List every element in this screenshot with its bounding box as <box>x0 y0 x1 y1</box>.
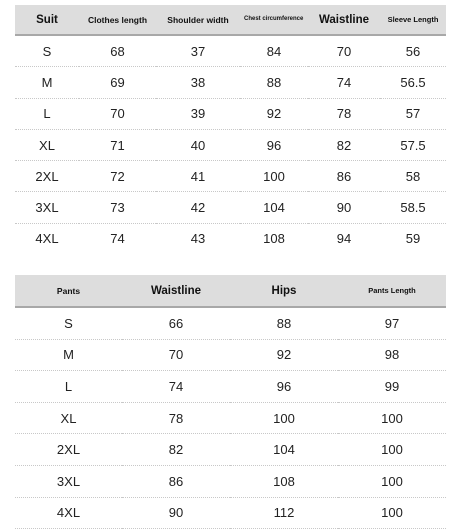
suit-cell: 41 <box>156 161 240 192</box>
suit-header-waistline: Waistline <box>308 5 380 35</box>
suit-header-shoulder-width: Shoulder width <box>156 5 240 35</box>
suit-cell: 73 <box>79 192 156 223</box>
pants-cell: 3XL <box>15 465 122 497</box>
pants-cell: S <box>15 307 122 339</box>
suit-cell: M <box>15 67 79 98</box>
pants-size-table <box>15 275 446 529</box>
pants-cell: 100 <box>338 497 446 529</box>
suit-cell: 58 <box>380 161 446 192</box>
pants-cell: 4XL <box>15 497 122 529</box>
pants-cell: 100 <box>230 402 338 434</box>
pants-cell: 100 <box>338 465 446 497</box>
pants-cell: 100 <box>338 434 446 466</box>
suit-table-row <box>15 161 446 192</box>
pants-header-hips: Hips <box>230 275 338 307</box>
pants-cell: 74 <box>122 371 230 403</box>
suit-cell: L <box>15 98 79 129</box>
pants-cell: 100 <box>338 402 446 434</box>
pants-table-row <box>15 402 446 434</box>
pants-cell: XL <box>15 402 122 434</box>
suit-cell: 96 <box>240 129 308 160</box>
pants-header-waistline: Waistline <box>122 275 230 307</box>
pants-table-row <box>15 371 446 403</box>
pants-header-pants: Pants <box>15 275 122 307</box>
suit-cell: 2XL <box>15 161 79 192</box>
table-gap <box>0 254 460 275</box>
suit-table-header <box>15 5 446 35</box>
pants-cell: 70 <box>122 339 230 371</box>
pants-cell: 90 <box>122 497 230 529</box>
suit-cell: 57 <box>380 98 446 129</box>
suit-table-row <box>15 129 446 160</box>
pants-cell: 92 <box>230 339 338 371</box>
suit-cell: 71 <box>79 129 156 160</box>
suit-cell: XL <box>15 129 79 160</box>
suit-cell: 43 <box>156 223 240 254</box>
suit-cell: 38 <box>156 67 240 98</box>
suit-cell: 56.5 <box>380 67 446 98</box>
suit-cell: S <box>15 35 79 67</box>
suit-cell: 37 <box>156 35 240 67</box>
pants-header-pants-length: Pants Length <box>338 275 446 307</box>
suit-cell: 74 <box>308 67 380 98</box>
pants-table-header <box>15 275 446 307</box>
pants-cell: L <box>15 371 122 403</box>
suit-header-chest-circumference: Chest circumference <box>240 5 308 35</box>
pants-table-row <box>15 339 446 371</box>
suit-cell: 78 <box>308 98 380 129</box>
suit-cell: 42 <box>156 192 240 223</box>
suit-cell: 3XL <box>15 192 79 223</box>
suit-cell: 104 <box>240 192 308 223</box>
suit-cell: 100 <box>240 161 308 192</box>
pants-cell: 104 <box>230 434 338 466</box>
suit-header-sleeve-length: Sleeve Length <box>380 5 446 35</box>
suit-table-row <box>15 35 446 67</box>
suit-cell: 88 <box>240 67 308 98</box>
pants-cell: 97 <box>338 307 446 339</box>
suit-table-row <box>15 192 446 223</box>
suit-cell: 57.5 <box>380 129 446 160</box>
pants-table-row <box>15 434 446 466</box>
suit-cell: 39 <box>156 98 240 129</box>
pants-cell: M <box>15 339 122 371</box>
suit-cell: 82 <box>308 129 380 160</box>
suit-table-row <box>15 67 446 98</box>
pants-cell: 98 <box>338 339 446 371</box>
suit-cell: 72 <box>79 161 156 192</box>
suit-cell: 69 <box>79 67 156 98</box>
pants-cell: 82 <box>122 434 230 466</box>
suit-cell: 86 <box>308 161 380 192</box>
suit-cell: 74 <box>79 223 156 254</box>
suit-cell: 68 <box>79 35 156 67</box>
suit-cell: 40 <box>156 129 240 160</box>
pants-table-body <box>15 307 446 529</box>
suit-header-suit: Suit <box>15 5 79 35</box>
suit-table-row <box>15 223 446 254</box>
pants-cell: 99 <box>338 371 446 403</box>
pants-cell: 112 <box>230 497 338 529</box>
pants-table-row <box>15 465 446 497</box>
suit-cell: 84 <box>240 35 308 67</box>
suit-table-row <box>15 98 446 129</box>
suit-cell: 90 <box>308 192 380 223</box>
suit-cell: 59 <box>380 223 446 254</box>
suit-cell: 4XL <box>15 223 79 254</box>
pants-table-row <box>15 307 446 339</box>
pants-cell: 2XL <box>15 434 122 466</box>
pants-cell: 108 <box>230 465 338 497</box>
suit-cell: 70 <box>79 98 156 129</box>
suit-header-clothes-length: Clothes length <box>79 5 156 35</box>
suit-size-table <box>15 5 446 255</box>
suit-cell: 58.5 <box>380 192 446 223</box>
pants-table-row <box>15 497 446 529</box>
pants-cell: 66 <box>122 307 230 339</box>
suit-cell: 56 <box>380 35 446 67</box>
pants-cell: 88 <box>230 307 338 339</box>
pants-cell: 78 <box>122 402 230 434</box>
pants-cell: 86 <box>122 465 230 497</box>
suit-cell: 70 <box>308 35 380 67</box>
suit-cell: 94 <box>308 223 380 254</box>
suit-table-body <box>15 35 446 255</box>
suit-cell: 108 <box>240 223 308 254</box>
suit-cell: 92 <box>240 98 308 129</box>
pants-cell: 96 <box>230 371 338 403</box>
